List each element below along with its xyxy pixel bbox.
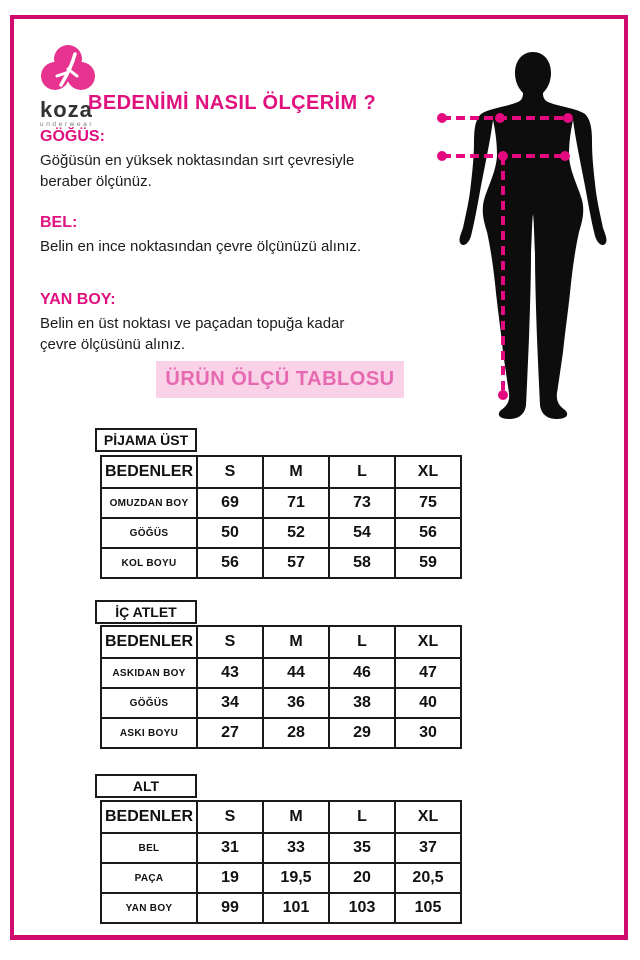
koza-trefoil-icon [40, 44, 96, 94]
value-cell: 69 [197, 488, 263, 518]
table-row [101, 833, 461, 863]
header-cell: XL [395, 801, 461, 833]
header-cell: BEDENLER [101, 801, 197, 833]
row-label-cell: BEL [101, 833, 197, 863]
brand-subtext: underwear [40, 121, 95, 128]
header-cell: S [197, 456, 263, 488]
value-cell: 73 [329, 488, 395, 518]
table-row [101, 718, 461, 748]
header-cell: L [329, 626, 395, 658]
row-label-cell: OMUZDAN BOY [101, 488, 197, 518]
header-cell: M [263, 456, 329, 488]
value-cell: 47 [395, 658, 461, 688]
value-cell: 19 [197, 863, 263, 893]
size-table-pijama-ust [100, 455, 462, 579]
table-title-pijama-ust: PİJAMA ÜST [95, 428, 197, 452]
section-bel [40, 214, 402, 257]
header-cell: BEDENLER [101, 456, 197, 488]
section-text-gogus: Göğüsün en yüksek noktasından sırt çevresiyle beraber ölçünüz. [40, 152, 355, 190]
header-cell: L [329, 801, 395, 833]
size-table-banner: ÜRÜN ÖLÇÜ TABLOSU [156, 361, 404, 398]
value-cell: 99 [197, 893, 263, 923]
value-cell: 27 [197, 718, 263, 748]
value-cell: 59 [395, 548, 461, 578]
section-gogus [40, 128, 392, 192]
table-row [101, 548, 461, 578]
header-cell: S [197, 801, 263, 833]
value-cell: 35 [329, 833, 395, 863]
value-cell: 52 [263, 518, 329, 548]
value-cell: 56 [197, 548, 263, 578]
value-cell: 31 [197, 833, 263, 863]
value-cell: 50 [197, 518, 263, 548]
section-text-yan-boy: Belin en üst noktası ve paçadan topuğa kadar çevre ölçüsünü alınız. [40, 315, 345, 353]
header-cell: S [197, 626, 263, 658]
row-label-cell: ASKIDAN BOY [101, 658, 197, 688]
table-row [101, 488, 461, 518]
value-cell: 71 [263, 488, 329, 518]
value-cell: 105 [395, 893, 461, 923]
row-label-cell: GÖĞÜS [101, 688, 197, 718]
row-label-cell: YAN BOY [101, 893, 197, 923]
row-label-cell: GÖĞÜS [101, 518, 197, 548]
value-cell: 34 [197, 688, 263, 718]
section-yan-boy [40, 291, 382, 355]
value-cell: 56 [395, 518, 461, 548]
value-cell: 19,5 [263, 863, 329, 893]
row-label-cell: PAÇA [101, 863, 197, 893]
value-cell: 40 [395, 688, 461, 718]
header-cell: M [263, 626, 329, 658]
section-heading-yan-boy: YAN BOY: [40, 291, 116, 308]
table-row [101, 893, 461, 923]
header-cell: XL [395, 626, 461, 658]
value-cell: 38 [329, 688, 395, 718]
value-cell: 101 [263, 893, 329, 923]
table-title-ic-atlet: İÇ ATLET [95, 600, 197, 624]
body-outline-shape [460, 52, 607, 419]
table-row [101, 658, 461, 688]
section-heading-bel: BEL: [40, 214, 78, 231]
female-body-silhouette [430, 50, 620, 430]
value-cell: 28 [263, 718, 329, 748]
value-cell: 58 [329, 548, 395, 578]
value-cell: 43 [197, 658, 263, 688]
brand-name: koza [40, 97, 93, 122]
table-title-alt: ALT [95, 774, 197, 798]
table-row [101, 518, 461, 548]
value-cell: 57 [263, 548, 329, 578]
table-row [101, 688, 461, 718]
row-label-cell: KOL BOYU [101, 548, 197, 578]
value-cell: 75 [395, 488, 461, 518]
size-table-ic-atlet [100, 625, 462, 749]
value-cell: 33 [263, 833, 329, 863]
header-cell: M [263, 801, 329, 833]
value-cell: 20 [329, 863, 395, 893]
value-cell: 46 [329, 658, 395, 688]
value-cell: 54 [329, 518, 395, 548]
row-label-cell: ASKI BOYU [101, 718, 197, 748]
value-cell: 36 [263, 688, 329, 718]
table-row [101, 863, 461, 893]
page-title: BEDENİMİ NASIL ÖLÇERİM ? [88, 92, 377, 114]
section-heading-gogus: GÖĞÜS: [40, 128, 105, 145]
brand-logo [40, 44, 110, 128]
value-cell: 37 [395, 833, 461, 863]
section-text-bel: Belin en ince noktasından çevre ölçünüzü alınız. [40, 238, 362, 255]
value-cell: 30 [395, 718, 461, 748]
value-cell: 103 [329, 893, 395, 923]
size-table-alt [100, 800, 462, 924]
value-cell: 20,5 [395, 863, 461, 893]
value-cell: 29 [329, 718, 395, 748]
header-cell: XL [395, 456, 461, 488]
header-cell: L [329, 456, 395, 488]
header-cell: BEDENLER [101, 626, 197, 658]
value-cell: 44 [263, 658, 329, 688]
